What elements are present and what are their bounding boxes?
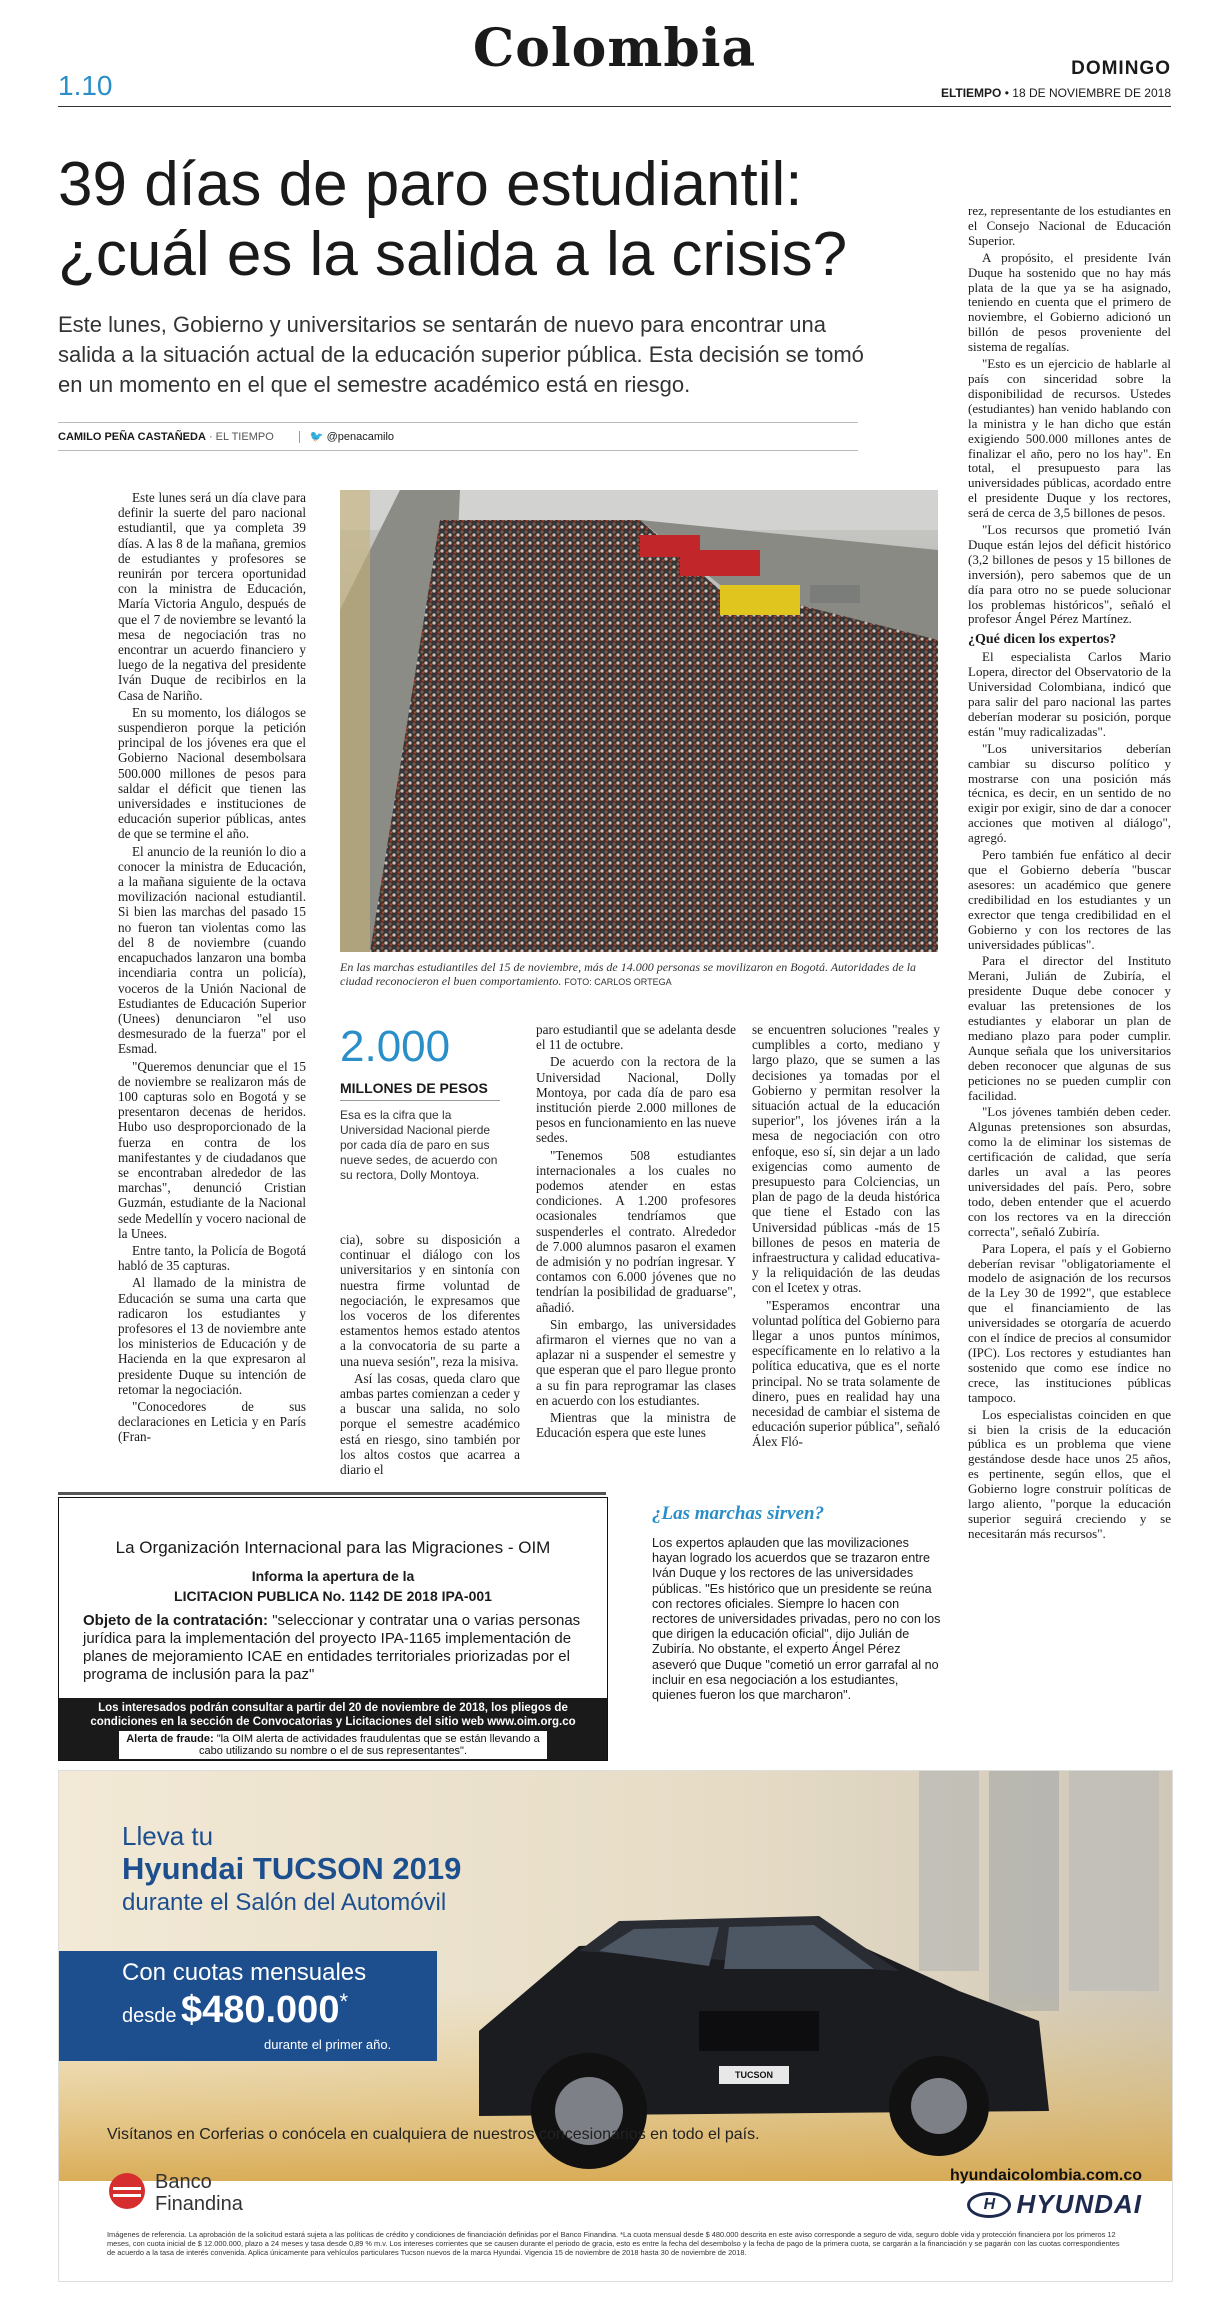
byline-rule-bottom [58, 450, 858, 451]
ad-separator [58, 1492, 606, 1495]
caption-text: En las marchas estudiantiles del 15 de noviembre, más de 14.000 personas se movilizaron en Bogotá. Autoridades de la ciudad reconocieron el buen comportamiento. [340, 960, 917, 988]
paragraph: Así las cosas, queda claro que ambas partes comienzan a ceder y a buscar una salida, no solo porque el semestre académico está en riesgo, sino también por los altos costos que acarrea a diario el [340, 1370, 520, 1478]
headline-line-2: ¿cuál es la salida a la crisis? [58, 220, 848, 289]
visit-text: Visítanos en Corferias o conócela en cualquiera de nuestros concesionarios en todo el país. [107, 2126, 760, 2143]
oim-alert-text: "la OIM alerta de actividades fraudulentas que se están llevando a cabo utilizando su nombre o el de sus representantes". [198, 1733, 540, 1757]
article-col-3 [536, 1022, 736, 1442]
author-name: CAMILO PEÑA CASTAÑEDA [58, 431, 206, 443]
oim-org: La Organización Internacional para las Migraciones - OIM [115, 1538, 551, 1557]
hyundai-url[interactable]: hyundaicolombia.com.co [949, 2167, 1142, 2184]
price-desde: desde [122, 2005, 177, 2027]
price-box [59, 1951, 437, 2061]
oim-alert-label: Alerta de fraude: [126, 1733, 214, 1745]
paragraph: En su momento, los diálogos se suspendieron porque la petición principal de los jóvenes era que el Gobierno Nacional desembolsara 500.000 millones de pesos para saldar el déficit que tienen las universidades e instituciones de educación superior públicas, antes de que se termine el año. [118, 704, 306, 842]
oim-line-2: LICITACION PUBLICA No. 1142 DE 2018 IPA-001 [174, 1588, 492, 1604]
photo-credit: FOTO: CARLOS ORTEGA [564, 977, 672, 987]
bank-line-2: Finandina [155, 2193, 243, 2215]
paragraph: "Los recursos que prometió Iván Duque están lejos del déficit histórico (3,2 billones de pesos y 15 billones de inversión), pero sabemos que de un día para otro no se puede solucionar los problemas históricos", señaló el profesor Ángel Pérez Martínez. [968, 522, 1171, 627]
paragraph: rez, representante de los estudiantes en el Consejo Nacional de Educación Superior. [968, 203, 1171, 248]
oim-footer-box [59, 1698, 607, 1760]
sidebar-text [652, 1536, 942, 1705]
paragraph: Entre tanto, la Policía de Bogotá habló de 35 capturas. [118, 1242, 306, 1274]
sidebar-title: ¿Las marchas sirven? [652, 1503, 825, 1524]
hyundai-logo [967, 2189, 1142, 2217]
hyundai-ad[interactable] [58, 1770, 1173, 2282]
paragraph: Mientras que la ministra de Educación espera que este lunes [536, 1410, 736, 1441]
paragraph: Pero también fue enfático al decir que el Gobierno debería "buscar asesores: un académico que genere credibilidad en los estudiantes y un exrector que tenga credibilidad en el Gobierno y con los rectores de las universidades públicas". [968, 847, 1171, 952]
headline [58, 150, 888, 290]
day-label: DOMINGO [1071, 58, 1171, 79]
deck: Este lunes, Gobierno y universitarios se sentarán de nuevo para encontrar una salida a la situación actual de la educación superior pública. Esta decisión se tomó en un momento en el que el semestre académico está en riesgo. [58, 312, 864, 397]
price-line [122, 1989, 348, 2032]
stat-description: Esa es la cifra que la Universidad Nacional pierde por cada día de paro en sus nueve sedes, de acuerdo con su rectora, Dolly Montoya. [340, 1108, 498, 1182]
stat-value: 2.000 [340, 1022, 451, 1071]
price-value: $480.000 [180, 1989, 340, 2031]
bank-line-1: Banco [155, 2171, 212, 2193]
oim-object [83, 1612, 583, 1684]
fineprint: Imágenes de referencia. La aprobación de la solicitud estará sujeta a las políticas de crédito y condiciones de financiación definidas por el Banco Finandina. *La cuota mensual desde $ 480.000 descrita en este aviso corresponde a seguro de vida, seguro doble vida y protección financiera por los primeros 12 meses, con cuota inicial de $ 12.000.000, plazo a 24 meses y tasa desde 0,89 % m.v. Los intereses corrientes que se causen durante el periodo de gracia, esto es entre la fecha del desembolso y la fecha de pago de la primera cuota, se cargarán a la financiación y se pagarán con las cuotas correspondientes de acuerdo a la tasa de interés convenida. Aplica únicamente para vehículos particulares Tucson nuevos de la marca Hyundai. Vigencia 15 de noviembre de 2018 hasta 30 de noviembre de 2018. [107, 2230, 1120, 2257]
photo-caption [340, 960, 938, 989]
twitter-icon: 🐦 [309, 431, 324, 443]
hyundai-wordmark: HYUNDAI [1016, 2189, 1142, 2219]
paragraph: "Esto es un ejercicio de hablarle al país con sinceridad sobre la disponibilidad de recursos. Ustedes (estudiantes) han venido hablando con la ministra y le han dicho que están exigiendo 500.000 millones antes de finalizar el año, pero no los hay". En total, el presupuesto para las universidades públicas, acordado entre el presidente Duque y los rectores, será de cerca de 3,5 billones de pesos. [968, 356, 1171, 521]
hyundai-icon: H [967, 2192, 1011, 2218]
article-col-2 [340, 1232, 520, 1479]
march-photo [340, 490, 938, 952]
oim-alert [119, 1731, 547, 1759]
price-box-title: Con cuotas mensuales [122, 1959, 367, 1986]
paragraph: Al llamado de la ministra de Educación se suma una carta que radicaron los estudiantes y profesores el 13 de noviembre ante los ministerios de Educación y de Hacienda en la que expresaron al presidente Duque su intención de retomar la negociación. [118, 1275, 306, 1397]
byline-rule-top [58, 422, 858, 423]
oim-footer: Los interesados podrán consultar a partir del 20 de noviembre de 2018, los pliegos de condiciones en la sección de Convocatorias y Licitaciones del sitio web www.oim.org.co [90, 1702, 576, 1728]
paragraph: De acuerdo con la rectora de la Universidad Nacional, Dolly Montoya, por cada día de paro esa institución pierde 2.000 millones de pesos en funcionamiento en las nueve sedes. [536, 1054, 736, 1146]
subhead-experts: ¿Qué dicen los expertos? [968, 632, 1117, 648]
price-sub: durante el primer año. [264, 2037, 392, 2052]
outlet-name: ELTIEMPO [940, 86, 1002, 100]
oim-ad [58, 1497, 608, 1761]
paragraph: "Tenemos 508 estudiantes internacionales a los cuales no podemos atender en estas condiciones. A 1.200 profesores ocasionales tendríamos que suspenderles el contrato. Alrededor de 7.000 alumnos pasaron el examen de admisión y no podrían ingresar. Y contamos con 6.000 jóvenes que no tendrían la posibilidad de graduarse", añadió. [536, 1147, 736, 1315]
twitter-handle[interactable] [299, 431, 394, 443]
date: 18 DE NOVIEMBRE DE 2018 [1012, 86, 1171, 100]
article-col-1 [118, 490, 306, 1447]
paragraph: Para Lopera, el país y el Gobierno deberían revisar "obligatoriamente el modelo de asignación de los recursos de la Ley 30 de 1992", que establece que el financiamiento de las universidades se otorgaría de acuerdo con el índice de precios al consumidor (IPC). Los rectores y estudiantes han sostenido que como ese índice no crece, las instituciones públicas tampoco. [968, 1240, 1171, 1405]
paragraph: Para el director del Instituto Merani, Julián de Zubiría, el presidente Duque debe conocer y evaluar las pretensiones de los estudiantes y elaborar un plan de mediano plazo para poder cumplir. Aunque señala que los universitarios deben reconocer que algunas de sus peticiones no se pueden cumplir con facilidad. [968, 953, 1171, 1103]
finandina-icon [107, 2171, 147, 2211]
paragraph: "Los universitarios deberían cambiar su discurso político y mostrarse con una posición más técnica, es decir, en un sentido de no exigir por exigir, sino de dar a conocer acciones que motiven al diálogo", agregó. [968, 740, 1171, 846]
paragraph: A propósito, el presidente Iván Duque ha sostenido que no hay más plata de la que ya se ha asignado, teniendo en cuenta que el primero de noviembre, el Gobierno adicionó un billón de pesos proveniente del sistema de regalías. [968, 249, 1171, 355]
stat-label: MILLONES DE PESOS [340, 1080, 488, 1096]
header-rule [58, 106, 1171, 107]
dateline: ELTIEMPO • 18 DE NOVIEMBRE DE 2018 [940, 86, 1171, 100]
headline-line-1: 39 días de paro estudiantil: [58, 150, 803, 219]
oim-object-label: Objeto de la contratación: [83, 1612, 269, 1629]
car-plate: TUCSON [735, 2070, 773, 2080]
paragraph: "Conocedores de sus declaraciones en Leticia y en París (Fran- [118, 1398, 306, 1445]
twitter-text: @penacamilo [326, 431, 395, 443]
article-col-4 [752, 1022, 940, 1452]
crowd-photo-illustration [340, 490, 938, 952]
ad-line-1: Lleva tu [122, 1821, 214, 1851]
paragraph: se encuentren soluciones "reales y cumplibles a corto, mediano y largo plazo, que se sumen a las decisiones ya tomadas por el Gobierno y permitan resolver la situación actual de la educación superior", los jóvenes irán a la mesa de negociación con otro enfoque, eso sí, sin dejar a un lado exigencias como aumento de presupuesto para Colciencias, un plan de pago de la deuda histórica que tiene el Estado con las Universidad públicas -más de 15 billones de pesos en materia de infraestructura y calidad educativa- y la reliquidación de las deudas con el Icetex y otras. [752, 1022, 940, 1296]
sidebar-paragraph: Los expertos aplauden que las movilizaciones hayan logrado los acuerdos que se trazaron entre Iván Duque y los rectores de las universidades públicas. "Es histórico que un presidente se reúna con rectores oficiales. Siempre lo hacen con rectores de universidades privadas, pero no con los que dirigen la educación oficial", dijo Julián de Zubiría. No obstante, el experto Ángel Pérez aseveró que Duque "cometió un error garrafal al no incluir en esa negociación a los estudiantes, quienes fueron los que marcharon". [652, 1536, 941, 1703]
stat-rule [340, 1100, 500, 1101]
paragraph: cia), sobre su disposición a continuar el diálogo con los universitarios y en sintonía con nuestra firme voluntad de negociación, le expresamos que los voceros de los diferentes estamentos hemos estado atentos a la convocatoria de su parte a una nueva sesión", reza la misiva. [340, 1232, 520, 1369]
article-col-5 [968, 204, 1171, 1544]
paragraph: Sin embargo, las universidades afirmaron el viernes que no van a aplazar ni a suspender el semestre y que esperan que el paro llegue pronto a su fin para reprogramar las clases en acuerdo con los estudiantes. [536, 1316, 736, 1408]
ad-line-2: Hyundai TUCSON 2019 [122, 1851, 462, 1886]
author-outlet: · EL TIEMPO [208, 431, 274, 443]
paragraph: "Esperamos encontrar una voluntad política del Gobierno para llegar a unos puntos mínimos, específicamente en lo relativo a la política educativa, que es el norte principal. No se trata solamente de dinero, pues en realidad hay una necesidad de cambiar el sistema de educación superior pública", señaló Álex Fló- [752, 1297, 940, 1450]
paragraph: Este lunes será un día clave para definir la suerte del paro nacional estudiantil, que ya completa 39 días. A las 8 de la mañana, gremios de estudiantes y profesores se reunirán por tercera oportunidad con la ministra de Educación, María Victoria Angulo, después de que el 7 de noviembre se levantó la mesa de negociación tras no encontrar un acuerdo financiero y luego de la negativa del presidente Iván Duque de recibirlos en la Casa de Nariño. [118, 490, 306, 703]
paragraph: Los especialistas coinciden en que si bien la crisis de la educación pública es un problema que viene gestándose desde hace unos 25 años, es pertinente, según ellos, que el Gobierno logre construir políticas de largo aliento, "porque la educación superior seguirá creciendo y se necesitarán más recursos". [968, 1406, 1171, 1541]
section-title: Colombia [472, 18, 757, 79]
oim-object-text: "seleccionar y contratar una o varias personas jurídica para la implementación del proyecto IPA-1165 implementación de planes de mejoramiento ICAE en entidades territoriales priorizadas por el programa de inclusión para la paz" [83, 1612, 581, 1683]
paragraph: "Los jóvenes también deben ceder. Algunas pretensiones son absurdas, como la de eliminar los sistemas de certificación de calidad, que sería darles un aval a las peores universidades del país. Pero, sobre todo, deben entender que el acuerdo con los rectores va en la dirección correcta", señaló Zubiría. [968, 1104, 1171, 1239]
byline [58, 430, 394, 443]
paragraph: El anuncio de la reunión lo dio a conocer la ministra de Educación, a la mañana siguiente de la octava movilización nacional estudiantil. Si bien las marchas del pasado 15 no fueron tan violentas como las del 8 de noviembre (cuando encapuchados lanzaron una bomba incendiaria contra un policía), voceros de la Unión Nacional de Estudiantes de Educación Superior (Unees) denunciaron "el uso desmesurado de la fuerza" por el Esmad. [118, 843, 306, 1057]
price-star: * [339, 1989, 349, 2014]
ad-line-3: durante el Salón del Automóvil [122, 1889, 447, 1916]
paragraph: "Queremos denunciar que el 15 de noviembre se realizaron más de 100 capturas solo en Bogotá y se presentaron decenas de heridos. Hubo uso desproporcionado de la fuerza en contra de los manifestantes y de ciudadanos que se encontraban alrededor de las marchas", denunció Cristian Guzmán, estudiante de la Nacional sede Medellín y vocero nacional de la Unees. [118, 1058, 306, 1241]
paragraph: El especialista Carlos Mario Lopera, director del Observatorio de la Universidad Colombiana, indicó que para salir del paro nacional las partes deberían moderar su posición, porque están "muy radicalizadas". [968, 649, 1171, 739]
paragraph: paro estudiantil que se adelanta desde el 11 de octubre. [536, 1022, 736, 1053]
oim-line-1: Informa la apertura de la [251, 1568, 415, 1584]
page-number: 1.10 [58, 70, 113, 101]
